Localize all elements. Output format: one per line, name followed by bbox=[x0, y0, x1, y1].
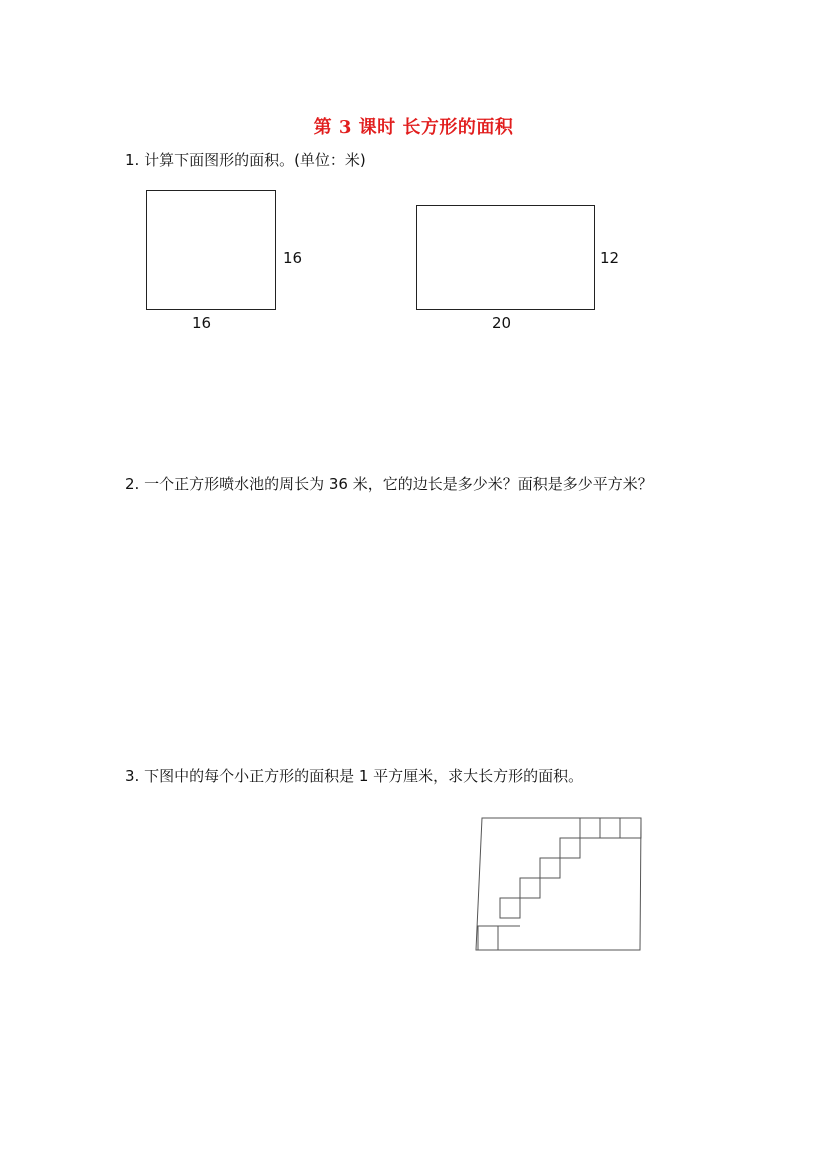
grid-cell bbox=[600, 818, 620, 838]
rectangle-bottom-label: 20 bbox=[492, 314, 512, 332]
grid-cell bbox=[560, 838, 580, 858]
page-title: 第 3 课时 长方形的面积 bbox=[313, 117, 514, 138]
grid-cell bbox=[580, 818, 600, 838]
question-1: 1. 计算下面图形的面积。(单位：米) bbox=[125, 151, 366, 169]
grid-cell bbox=[540, 858, 560, 878]
question-2: 2. 一个正方形喷水池的周长为 36 米，它的边长是多少米？面积是多少平方米？ bbox=[125, 475, 653, 493]
grid-cell bbox=[520, 878, 540, 898]
square-side-label: 16 bbox=[283, 249, 303, 267]
square-bottom-label: 16 bbox=[192, 314, 212, 332]
rectangle-side-label: 12 bbox=[600, 249, 620, 267]
grid-cell bbox=[500, 898, 520, 918]
question-3: 3. 下图中的每个小正方形的面积是 1 平方厘米，求大长方形的面积。 bbox=[125, 767, 584, 785]
grid-cell bbox=[620, 818, 641, 838]
square-figure bbox=[146, 190, 276, 310]
grid-cell bbox=[478, 926, 498, 950]
staircase-grid-figure bbox=[470, 812, 646, 954]
rectangle-figure bbox=[416, 205, 595, 310]
